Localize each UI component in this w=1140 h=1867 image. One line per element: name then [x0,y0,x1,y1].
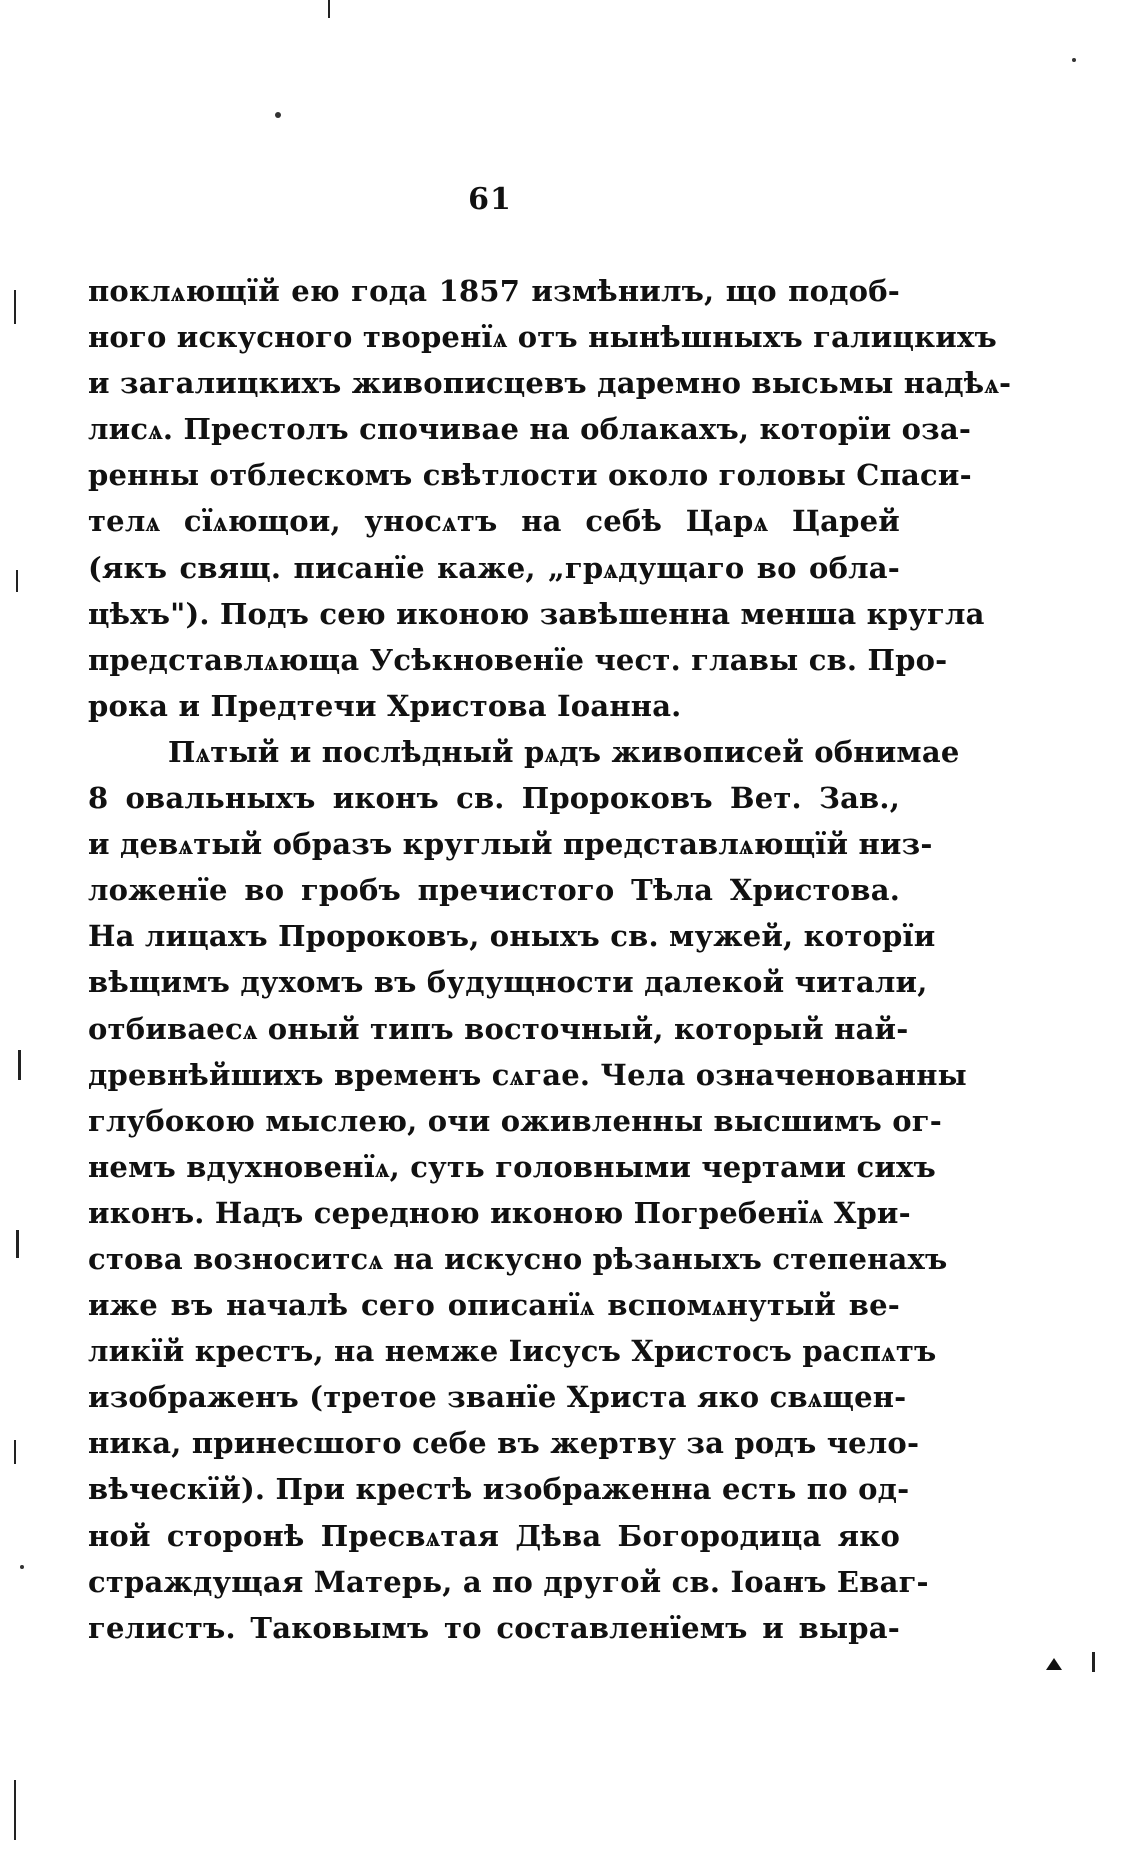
text-line: немъ вдухновенїѧ, суть головными чертами сихъ [88,1149,936,1184]
text-line: лисѧ. Престолъ спочивае на облакахъ, которїи оза- [88,412,972,447]
text-line: поклѧющїй ею года 1857 измѣнилъ, що подоб- [88,274,900,308]
text-line: вѣщимъ духомъ въ будущности далекой читали, [88,965,928,1000]
scan-speck [275,112,281,118]
scan-margin-mark [14,1440,16,1464]
text-line: и девѧтый образъ круглый представлѧющїй низ- [88,827,933,862]
text-line: На лицахъ Пророковъ, оныхъ св. мужей, которїи [88,919,936,954]
text-line: стова возноситсѧ на искусно рѣзаныхъ степенахъ [88,1241,948,1276]
text-line: представлѧюща Усѣкновенїе чест. главы св. Про- [88,642,948,677]
text-line: страждущая Матерь, а по другой св. Іоанъ Еваг- [88,1564,929,1599]
text-line: 8 овальныхъ иконъ св. Пророковъ Вет. Зав., [88,781,900,816]
text-line: цѣхъ"). Подъ сею иконою завѣшенна менша круглa [88,596,985,631]
text-line: глубокою мыслею, очи оживленны высшимъ ог- [88,1103,942,1138]
text-line: ликїй крестъ, на немже Іисусъ Христосъ распѧтъ [88,1334,937,1369]
scan-margin-mark [14,1780,16,1840]
text-line: (якъ свящ. писанїе каже, „грѧдущаго во обла- [88,550,900,585]
text-line: изображенъ (третое званїе Христа яко свѧщен- [88,1380,907,1415]
paragraph-first-line: Пѧтый и послѣдный рѧдъ живописей обнимае [168,734,960,769]
text-line: ренны отблескомъ свѣтлости около головы Спаси- [88,458,972,493]
text-line: рока и Предтечи Христова Іоанна. [88,688,682,723]
text-line: ложенїе во гробъ пречистого Тѣла Христова. [88,873,900,908]
scan-margin-mark [16,1230,19,1258]
text-line: гелистъ. Таковымъ то составленїемъ и выра- [88,1610,900,1645]
text-line: и загалицкихъ живописцевъ даремно высьмы надѣѧ- [88,366,1012,401]
text-line: иконъ. Надъ середною иконою Погребенїѧ Хри- [88,1195,911,1230]
scan-margin-mark [14,290,16,324]
scan-speck [1072,58,1076,62]
scan-margin-mark [1092,1652,1095,1672]
scan-margin-mark [16,570,18,592]
scan-speck [20,1565,24,1569]
body-text [88,268,1012,1651]
page-number: 61 [468,182,512,217]
scan-margin-mark [18,1050,21,1080]
scan-margin-mark [328,0,330,18]
text-line: телѧ сїѧющои, уносѧтъ на себѣ Царѧ Царей [88,504,900,539]
text-line: иже въ началѣ сего описанїѧ вспомѧнутый ве- [88,1288,900,1323]
text-line: вѣческїй). При крестѣ изображенна есть по од- [88,1472,910,1507]
text-line: ника, принесшого себе въ жертву за родъ чело- [88,1426,920,1461]
text-line: ного искусного творенїѧ отъ нынѣшныхъ галицкихъ [88,320,997,355]
text-line: ной сторонѣ Пресвѧтая Дѣва Богородица яко [88,1518,900,1553]
scan-corner-mark [1046,1658,1062,1670]
text-line: отбиваесѧ оный типъ восточный, который най- [88,1011,909,1046]
text-line: древнѣйшихъ временъ сѧгае. Чела означенованны [88,1057,967,1092]
